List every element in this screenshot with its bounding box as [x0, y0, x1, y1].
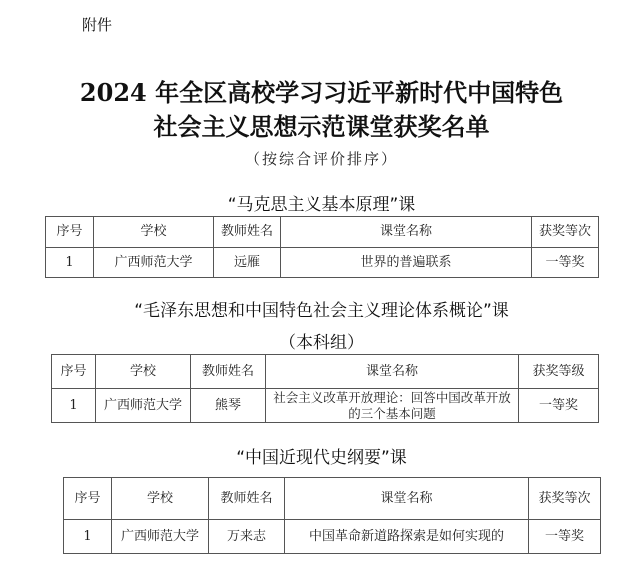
table-header-row	[52, 355, 599, 389]
document-title-line-1: 2024 年全区高校学习习近平新时代中国特色	[79, 78, 564, 107]
cell-award: 一等奖	[532, 248, 599, 278]
cell-award: 一等奖	[529, 520, 601, 554]
cell-no: 1	[46, 248, 94, 278]
table-header-row	[46, 217, 599, 248]
column-header-school: 学校	[96, 355, 191, 389]
attachment-label: 附件	[82, 16, 113, 34]
cell-award: 一等奖	[519, 389, 599, 423]
section-heading-modern-history: “中国近现代史纲要”课	[236, 448, 407, 468]
cell-course: 社会主义改革开放理论：回答中国改革开放的三个基本问题	[266, 389, 519, 423]
award-table-modern-history	[63, 477, 601, 554]
section-heading-mao-theory: “毛泽东思想和中国特色社会主义理论体系概论”课	[134, 301, 509, 321]
document-subtitle: （按综合评价排序）	[244, 150, 398, 168]
column-header-school: 学校	[94, 217, 214, 248]
document-title-line-2: 社会主义思想示范课堂获奖名单	[153, 112, 490, 141]
column-header-course: 课堂名称	[281, 217, 532, 248]
cell-no: 1	[52, 389, 96, 423]
column-header-no: 序号	[46, 217, 94, 248]
table-header-row	[64, 478, 601, 520]
column-header-award: 获奖等次	[532, 217, 599, 248]
column-header-no: 序号	[52, 355, 96, 389]
column-header-award: 获奖等次	[529, 478, 601, 520]
column-header-school: 学校	[112, 478, 209, 520]
award-table-marxism-principles	[45, 216, 599, 278]
column-header-teacher: 教师姓名	[214, 217, 281, 248]
cell-teacher: 万来志	[209, 520, 285, 554]
section-subheading-undergraduate: （本科组）	[279, 333, 364, 353]
cell-no: 1	[64, 520, 112, 554]
column-header-course: 课堂名称	[285, 478, 529, 520]
award-table-mao-theory	[51, 354, 599, 423]
table-row	[46, 248, 599, 278]
table-row	[52, 389, 599, 423]
column-header-no: 序号	[64, 478, 112, 520]
column-header-teacher: 教师姓名	[191, 355, 266, 389]
cell-course: 世界的普遍联系	[281, 248, 532, 278]
cell-school: 广西师范大学	[112, 520, 209, 554]
column-header-award: 获奖等级	[519, 355, 599, 389]
column-header-course: 课堂名称	[266, 355, 519, 389]
cell-teacher: 熊琴	[191, 389, 266, 423]
cell-course: 中国革命新道路探索是如何实现的	[285, 520, 529, 554]
column-header-teacher: 教师姓名	[209, 478, 285, 520]
cell-teacher: 远雁	[214, 248, 281, 278]
cell-school: 广西师范大学	[94, 248, 214, 278]
cell-school: 广西师范大学	[96, 389, 191, 423]
table-row	[64, 520, 601, 554]
section-heading-marxism-principles: “马克思主义基本原理”课	[227, 195, 416, 215]
